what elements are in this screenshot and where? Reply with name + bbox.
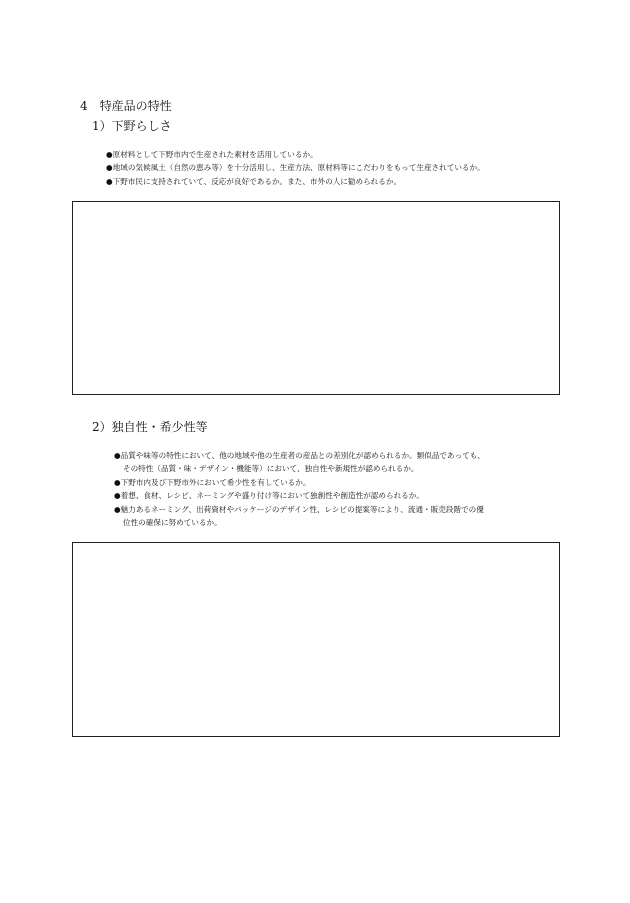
part2-answer-box[interactable] bbox=[72, 542, 560, 737]
part2-heading: 2）独自性・希少性等 bbox=[92, 420, 208, 434]
list-item bbox=[114, 449, 564, 476]
list-item-line: ●品質や味等の特性において、他の地域や他の生産者の産品との差別化が認められるか。類似品であっても、 bbox=[114, 451, 485, 460]
part2-criteria-list bbox=[114, 449, 564, 529]
list-item: ●地域の気候風土（自然の恵み等）を十分活用し、生産方法、原材料等にこだわりをもって生産されているか。 bbox=[106, 163, 485, 173]
section-heading: 4 特産品の特性 bbox=[80, 99, 172, 113]
list-item-line: ●着想、食材、レシピ、ネーミングや盛り付け等において独創性や創造性が認められるか。 bbox=[114, 491, 424, 501]
list-item: ●下野市民に支持されていて、反応が良好であるか。また、市外の人に勧められるか。 bbox=[106, 176, 402, 186]
list-item-line: ●魅力あるネーミング、出荷資材やパッケージのデザイン性、レシピの提案等により、流通・販売段階での優 bbox=[114, 504, 484, 514]
list-item bbox=[114, 489, 564, 502]
list-item-continuation: 位性の確保に努めているか。 bbox=[123, 518, 222, 528]
list-item bbox=[114, 503, 564, 530]
list-item: ●原材料として下野市内で生産された素材を活用しているか。 bbox=[106, 150, 318, 159]
part1-heading: 1）下野らしさ bbox=[92, 119, 172, 133]
list-item bbox=[114, 476, 564, 489]
part1-criteria-list bbox=[106, 148, 485, 188]
part1-answer-box[interactable] bbox=[72, 201, 560, 395]
list-item-line: ●下野市内及び下野市外において希少性を有しているか。 bbox=[114, 477, 311, 487]
list-item-continuation: その特性（品質・味・デザイン・機能等）において、独自性や新規性が認められるか。 bbox=[123, 464, 419, 474]
